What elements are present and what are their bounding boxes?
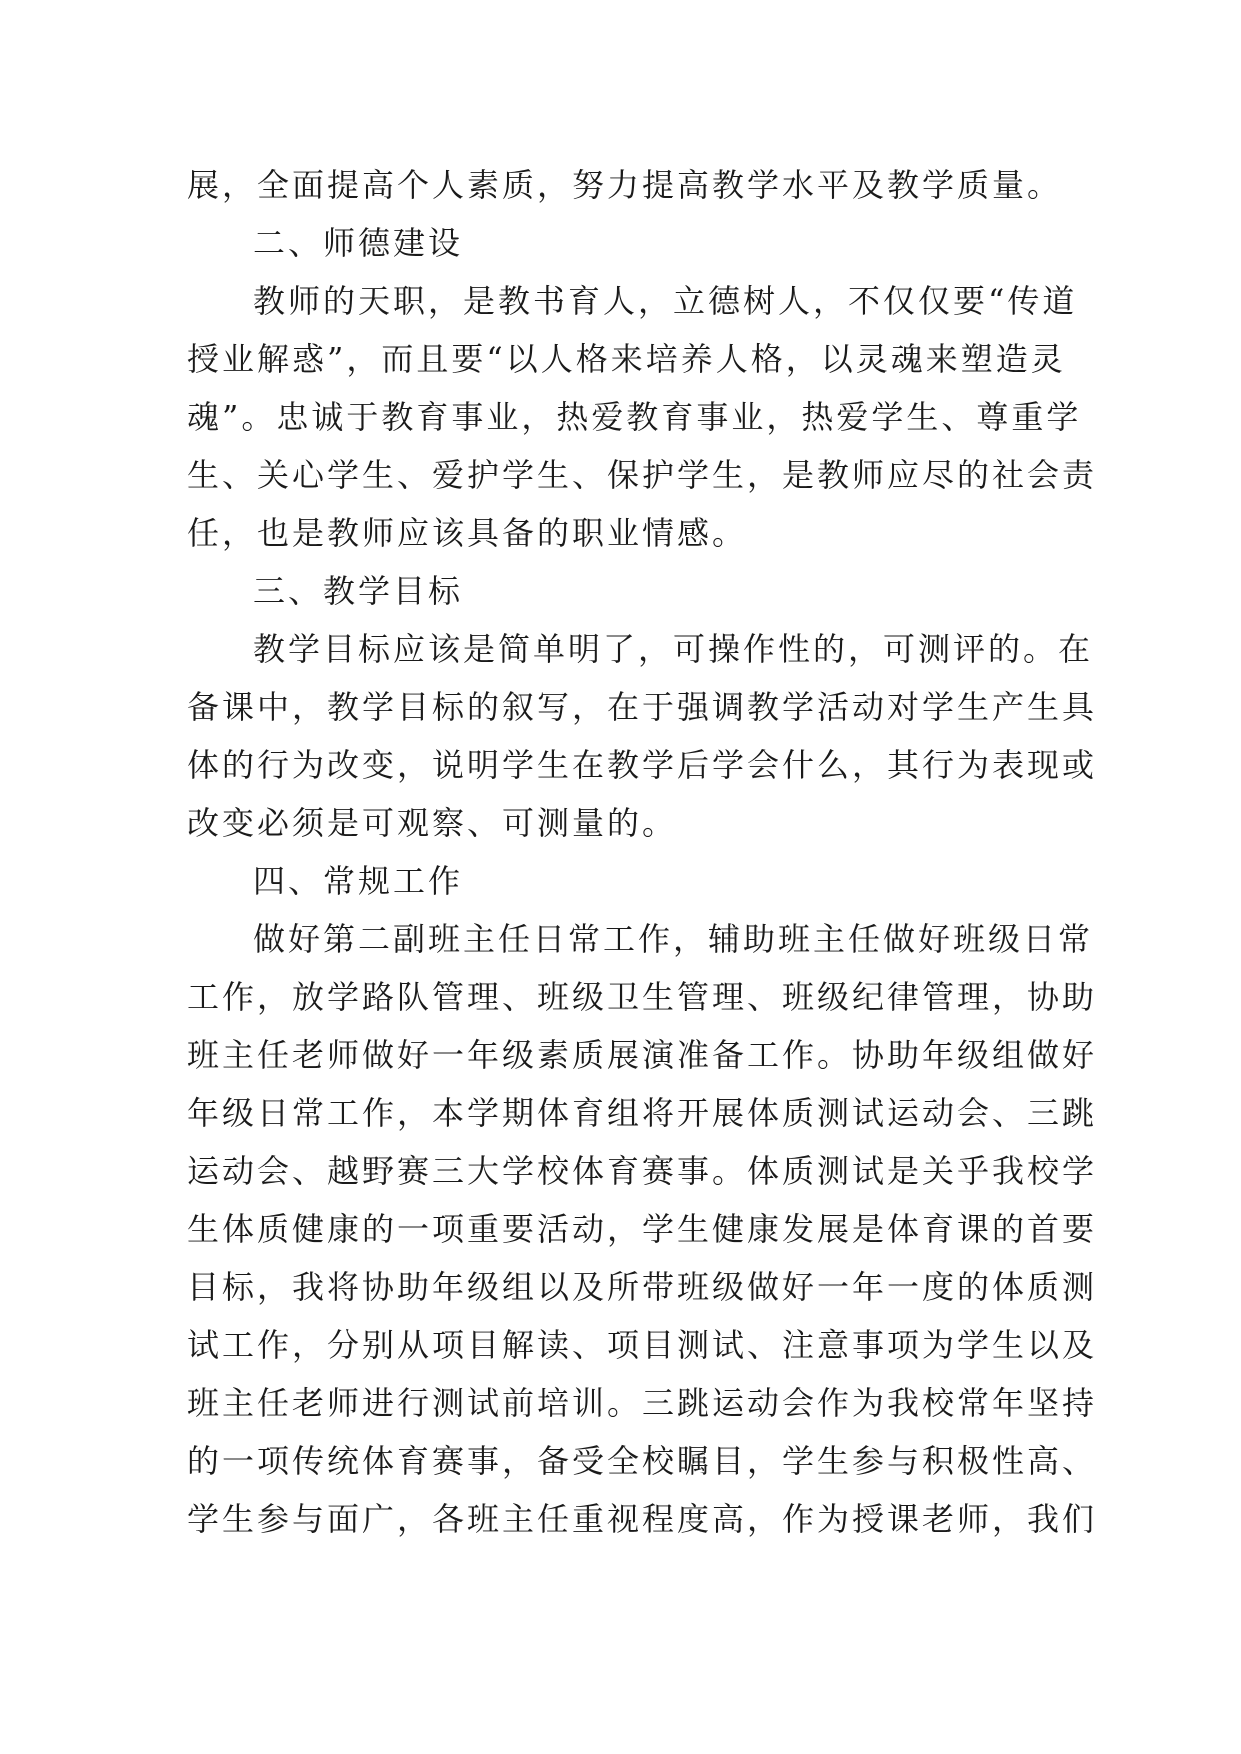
text-line: 体的行为改变，说明学生在教学后学会什么，其行为表现或 [187,746,1098,784]
text-line: 运动会、越野赛三大学校体育赛事。体质测试是关乎我校学 [187,1152,1098,1190]
text-line: 班主任老师做好一年级素质展演准备工作。协助年级组做好 [187,1036,1098,1074]
text-line: 教学目标应该是简单明了，可操作性的，可测评的。在 [253,630,1094,668]
text-line: 年级日常工作，本学期体育组将开展体质测试运动会、三跳 [187,1094,1098,1132]
text-line: 班主任老师进行测试前培训。三跳运动会作为我校常年坚持 [187,1384,1098,1422]
text-line: 学生参与面广，各班主任重视程度高，作为授课老师，我们 [187,1500,1098,1538]
text-line: 工作，放学路队管理、班级卫生管理、班级纪律管理，协助 [187,978,1098,1016]
text-line: 做好第二副班主任日常工作，辅助班主任做好班级日常 [253,920,1094,958]
text-line: 的一项传统体育赛事，备受全校瞩目，学生参与积极性高、 [187,1442,1098,1480]
section-heading: 三、教学目标 [253,572,464,610]
text-line: 试工作，分别从项目解读、项目测试、注意事项为学生以及 [187,1326,1098,1364]
text-line: 备课中，教学目标的叙写，在于强调教学活动对学生产生具 [187,688,1098,726]
text-line: 任，也是教师应该具备的职业情感。 [187,514,748,552]
text-line: 生体质健康的一项重要活动，学生健康发展是体育课的首要 [187,1210,1098,1248]
section-heading: 四、常规工作 [253,862,464,900]
text-line: 授业解惑”，而且要“以人格来培养人格，以灵魂来塑造灵 [187,340,1066,378]
text-line: 改变必须是可观察、可测量的。 [187,804,678,842]
text-line: 目标，我将协助年级组以及所带班级做好一年一度的体质测 [187,1268,1098,1306]
document-body [187,156,1098,1548]
text-line: 展，全面提高个人素质，努力提高教学水平及教学质量。 [187,166,1063,204]
text-line: 魂”。忠诚于教育事业，热爱教育事业，热爱学生、尊重学 [187,398,1082,436]
section-heading: 二、师德建设 [253,224,464,262]
text-line: 生、关心学生、爱护学生、保护学生，是教师应尽的社会责 [187,456,1098,494]
text-line: 教师的天职，是教书育人，立德树人，不仅仅要“传道 [253,282,1078,320]
